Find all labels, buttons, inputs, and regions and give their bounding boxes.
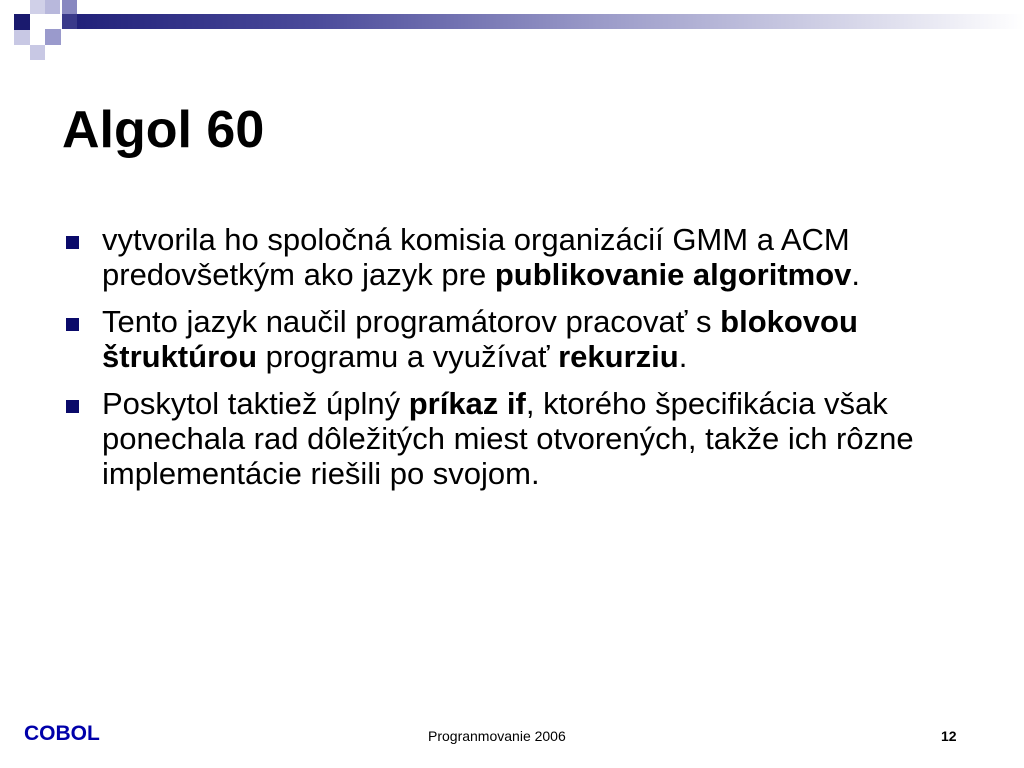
decor-square-light — [14, 30, 30, 45]
footer-title: Progranmovanie 2006 — [428, 728, 566, 744]
bullet-item-2 — [62, 304, 982, 374]
decor-square-mid — [62, 14, 77, 29]
bullet-text: programu a využívať — [257, 339, 559, 374]
square-bullet-icon — [66, 236, 79, 249]
slide-title: Algol 60 — [62, 101, 265, 159]
bullet-emphasis: rekurziu — [558, 339, 679, 374]
page-number: 12 — [941, 728, 957, 744]
square-bullet-icon — [66, 318, 79, 331]
bullet-emphasis: blokovou štruktúrou — [102, 304, 858, 374]
footer-course-label: COBOL — [24, 722, 100, 745]
bullet-text: . — [678, 339, 688, 374]
decor-square-dark — [14, 14, 30, 30]
decor-square-light — [45, 29, 61, 45]
bullet-item-3 — [62, 386, 982, 491]
decor-square-light — [45, 0, 60, 14]
bullet-list — [62, 222, 982, 503]
bullet-emphasis: publikovanie algoritmov — [494, 257, 852, 292]
decor-square-light — [30, 0, 45, 14]
square-bullet-icon — [66, 400, 79, 413]
decor-square-mid — [62, 0, 77, 14]
decor-square-light — [30, 45, 45, 60]
bullet-item-1 — [62, 222, 982, 292]
bullet-text: Poskytol taktiež úplný — [102, 386, 409, 421]
bullet-text: vytvorila ho spoločná komisia organizácií GMM a ACM predovšetkým ako jazyk pre — [102, 222, 850, 292]
bullet-text: Tento jazyk naučil programátorov pracovať s — [102, 304, 721, 339]
header-gradient-band — [77, 14, 1024, 29]
bullet-emphasis: príkaz if — [408, 386, 526, 421]
bullet-text: . — [851, 257, 861, 292]
bullet-text: , ktorého špecifikácia však ponechala rad dôležitých miest otvorených, takže ich rôzne implementácie riešili po svojom. — [102, 386, 914, 491]
